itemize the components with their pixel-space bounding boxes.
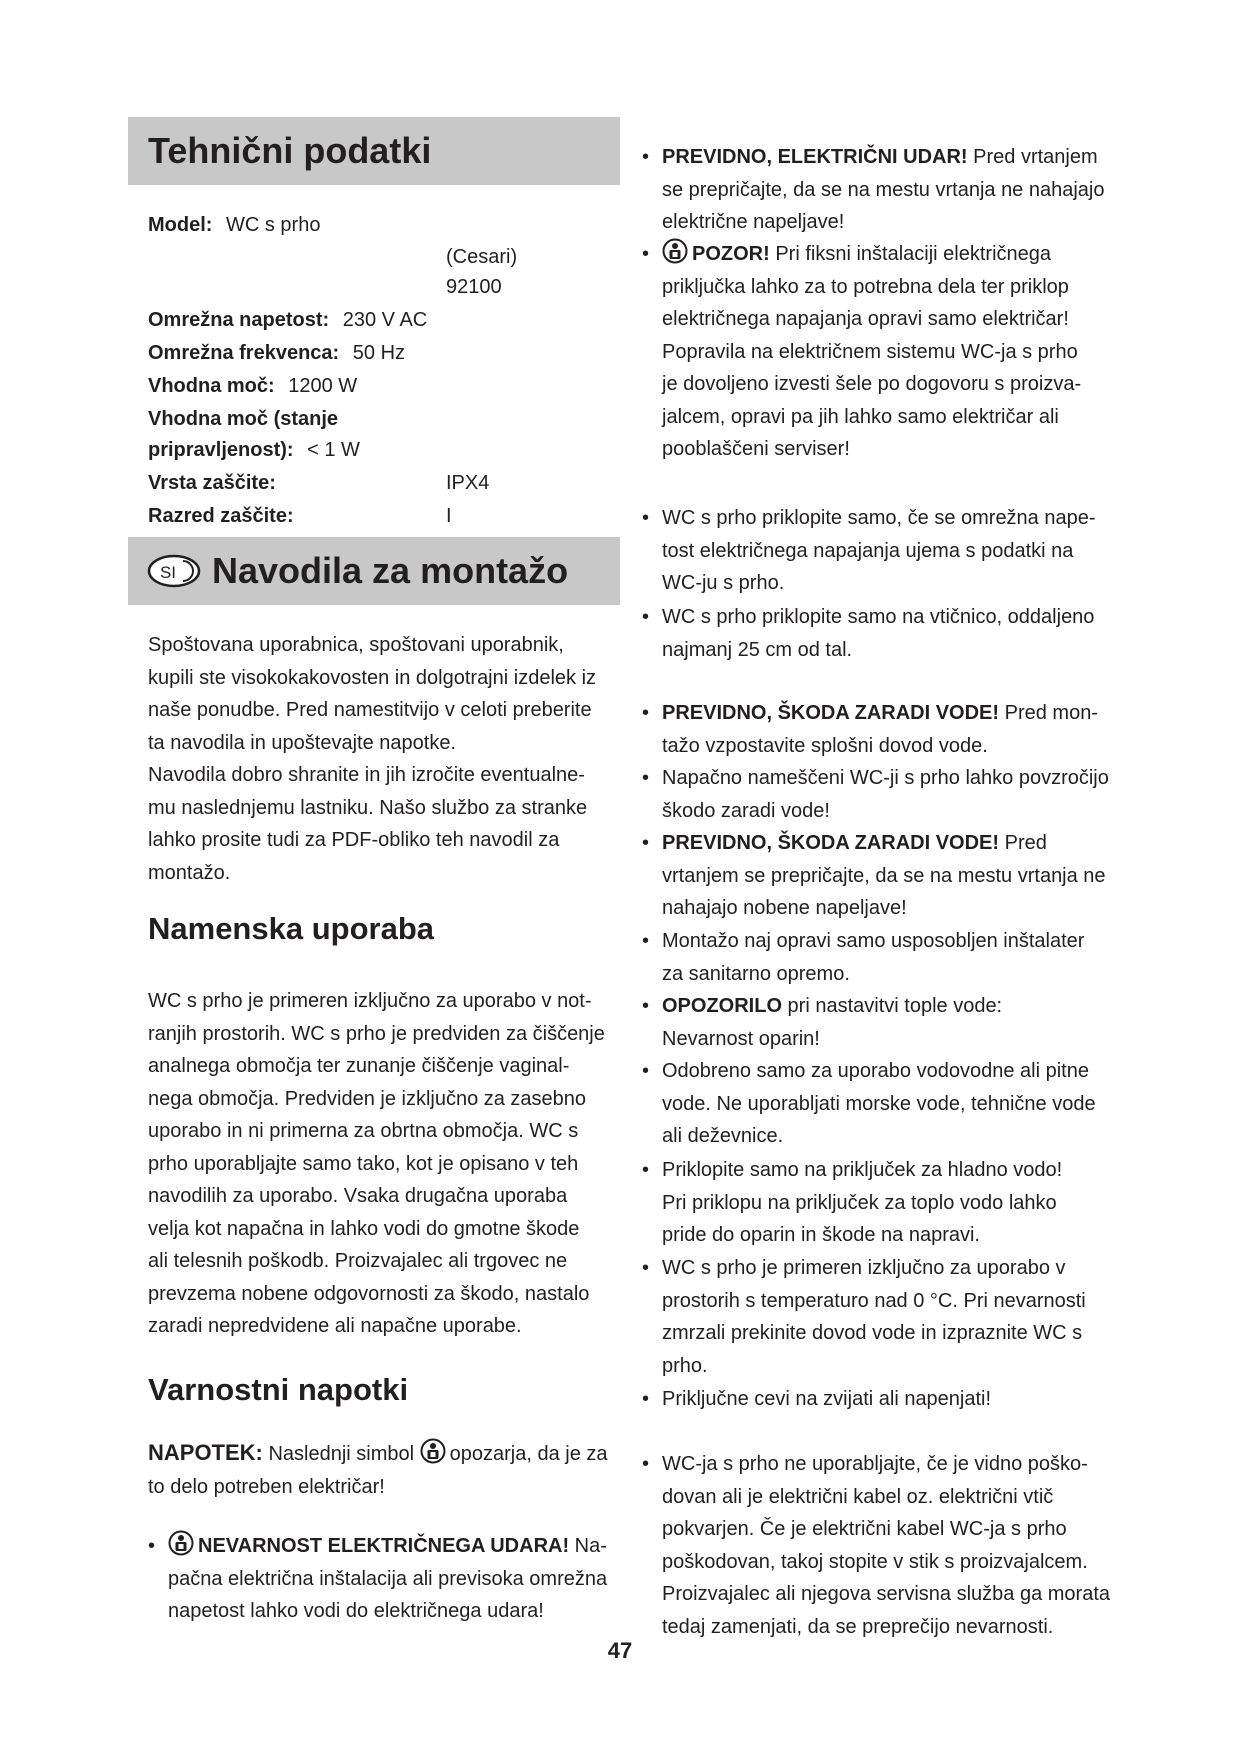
bullet-dot: • <box>642 243 650 265</box>
electrician-warning-icon <box>420 1438 446 1464</box>
intro-line: ta navodila in upoštevajte napotke. <box>148 731 456 754</box>
spec-voltage-value: 230 V AC <box>342 309 428 331</box>
b1-line: električne napeljave! <box>662 211 845 233</box>
intro-line: naše ponudbe. Pred namestitvijo v celoti preberite <box>148 699 592 721</box>
bullet-water-damage-1 <box>642 697 1142 762</box>
intended-use-heading: Namenska uporaba <box>148 911 434 946</box>
bullet-dot: • <box>642 832 650 854</box>
spec-model-extra2: 92100 <box>446 276 502 298</box>
b9-text: pri nastavitvi tople vode: <box>782 995 1003 1017</box>
b6-line: škodo zaradi vode! <box>662 799 830 822</box>
b14-line: Proizvajalec ali njegova servisna služba ga morata <box>662 1583 1111 1605</box>
bullet-dot: • <box>148 1535 156 1557</box>
b3-line: WC-ju s prho. <box>662 572 785 594</box>
bullet-socket-distance <box>642 601 1142 666</box>
bullet-dot: • <box>642 702 650 724</box>
danger-line2: pačna električna inštalacija ali previsoka omrežna <box>168 1567 608 1590</box>
intro-line: kupili ste visokokakovosten in dolgotrajni izdelek iz <box>148 666 597 689</box>
intended-use-line: ali telesnih poškodb. Proizvajalec ali trgovec ne <box>148 1250 568 1272</box>
b10-line: Odobreno samo za uporabo vodovodne ali pitne <box>662 1060 1089 1082</box>
spec-standby-value: < 1 W <box>307 439 360 461</box>
spec-frequency-label: Omrežna frekvenca: <box>148 342 340 364</box>
bullet-dot: • <box>642 1453 650 1475</box>
spec-frequency <box>148 338 405 368</box>
spec-power <box>148 371 357 401</box>
spec-voltage <box>148 305 427 335</box>
bullet-dot: • <box>642 1257 650 1279</box>
intended-use-line: velja kot napačna in lahko vodi do gmotne škode <box>148 1217 580 1240</box>
spec-frequency-value: 50 Hz <box>352 342 406 364</box>
intro-line: Navodila dobro shranite in jih izročite eventualne- <box>148 764 585 786</box>
technical-heading-box <box>128 117 620 185</box>
spec-protection-class-value: I <box>446 505 452 527</box>
bullet-dot: • <box>642 1388 650 1410</box>
intended-use-line: uporabo in ni primerna za obrtna območja. WC s <box>148 1120 579 1142</box>
intended-use-line: prevzema nobene odgovornosti za škodo, nastalo <box>148 1282 590 1305</box>
intro-line: Spoštovana uporabnica, spoštovani uporabnik, <box>148 634 564 656</box>
danger-bullet <box>148 1530 628 1628</box>
bullet-dot: • <box>642 146 650 168</box>
b14-line: WC-ja s prho ne uporabljajte, če je vidno poško- <box>662 1453 1088 1475</box>
b2-label: POZOR! <box>692 243 770 265</box>
bullet-dot: • <box>642 606 650 628</box>
bullet-attention <box>642 238 1142 466</box>
bullet-water-type <box>642 1055 1142 1153</box>
b1-line: se prepričajte, da se na mestu vrtanja ne nahajajo <box>662 178 1105 201</box>
spec-standby-label2: pripravljenost): <box>148 439 294 461</box>
b7-line: vrtanjem se prepričajte, da se na mestu vrtanja ne <box>662 864 1106 887</box>
b7-label: PREVIDNO, ŠKODA ZARADI VODE! <box>662 832 1000 854</box>
spec-protection-class-label: Razred zaščite: <box>148 505 294 527</box>
note-text2: opozarja, da je za <box>449 1443 608 1465</box>
page-number: 47 <box>607 1638 633 1663</box>
spec-protection-type <box>148 468 548 498</box>
electrician-warning-icon <box>168 1530 194 1556</box>
bullet-dot: • <box>642 1159 650 1181</box>
safety-heading: Varnostni napotki <box>148 1372 409 1407</box>
intended-use-line: WC s prho je primeren izključno za uporabo v not- <box>148 990 592 1012</box>
b9-line: Nevarnost oparin! <box>662 1027 820 1050</box>
intro-line: montažo. <box>148 861 231 884</box>
b5-text: Pred mon- <box>999 702 1098 724</box>
b13-line: Priključne cevi na zvijati ali napenjati! <box>662 1388 992 1410</box>
bullet-dot: • <box>642 767 650 789</box>
b9-label: OPOZORILO <box>662 995 782 1017</box>
b3-line: tost električnega napajanja ujema s podatki na <box>662 539 1074 562</box>
b11-line: Priklopite samo na priključek za hladno vodo! <box>662 1159 1063 1181</box>
spec-standby-label1: Vhodna moč (stanje <box>148 408 339 430</box>
b1-text: Pred vrtanjem <box>967 146 1098 168</box>
si-language-badge-icon <box>146 553 202 589</box>
b12-line: prho. <box>662 1354 708 1377</box>
spec-standby <box>148 435 360 465</box>
bullet-wrong-install <box>642 762 1142 827</box>
spec-protection-class <box>148 501 548 531</box>
b11-line: Pri priklopu na priključek za toplo vodo lahko <box>662 1191 1057 1214</box>
intended-use-line: ranjih prostorih. WC s prho je predviden za čiščenje <box>148 1022 605 1045</box>
b8-line: za sanitarno opremo. <box>662 962 850 985</box>
b3-line: WC s prho priklopite samo, če se omrežna nape- <box>662 507 1096 529</box>
bullet-water-damage-2 <box>642 827 1142 925</box>
bullet-hot-water-warning <box>642 990 1142 1055</box>
intro-line: lahko prosite tudi za PDF-obliko teh navodil za <box>148 829 560 851</box>
spec-protection-type-value: IPX4 <box>446 472 490 494</box>
b4-line: WC s prho priklopite samo na vtičnico, oddaljeno <box>662 606 1095 628</box>
intended-use-line: analnega območja ter zunanje čiščenje vaginal- <box>148 1055 570 1077</box>
b2-line: Popravila na električnem sistemu WC-ja s prho <box>662 340 1078 363</box>
spec-protection-type-label: Vrsta zaščite: <box>148 472 276 494</box>
b2-line: priključka lahko za to potrebna dela ter priklop <box>662 275 1069 298</box>
assembly-heading-box <box>128 537 620 605</box>
bullet-cold-water <box>642 1154 1142 1252</box>
bullet-dot: • <box>642 1060 650 1082</box>
bullet-voltage-match <box>642 502 1142 600</box>
note-text1: Naslednji simbol <box>262 1443 420 1465</box>
b4-line: najmanj 25 cm od tal. <box>662 638 853 661</box>
spec-model <box>148 210 320 240</box>
spec-model-extra1: (Cesari) <box>446 246 518 268</box>
b12-line: WC s prho je primeren izključno za uporabo v <box>662 1257 1066 1279</box>
intended-use-line: navodilih za uporabo. Vsaka drugačna uporaba <box>148 1185 568 1207</box>
spec-standby-label-line1 <box>148 404 338 434</box>
intended-use-line: nega območja. Predviden je izključno za zasebno <box>148 1087 587 1110</box>
spec-power-value: 1200 W <box>288 375 358 397</box>
intended-use-text <box>148 985 628 1343</box>
note-line2: to delo potreben električar! <box>148 1475 385 1498</box>
danger-text1: Na- <box>569 1535 607 1557</box>
bullet-qualified-installer <box>642 925 1142 990</box>
b2-line: jalcem, opravi pa jih lahko samo električar ali <box>662 405 1059 428</box>
b10-line: ali deževnice. <box>662 1125 784 1147</box>
bullet-electric-shock <box>642 141 1142 239</box>
b6-line: Napačno nameščeni WC-ji s prho lahko povzročijo <box>662 767 1109 789</box>
danger-line3: napetost lahko vodi do električnega udara! <box>168 1600 544 1622</box>
b12-line: prostorih s temperaturo nad 0 °C. Pri nevarnosti <box>662 1289 1086 1312</box>
bullet-dot: • <box>642 995 650 1017</box>
b5-label: PREVIDNO, ŠKODA ZARADI VODE! <box>662 702 1000 724</box>
note-label: NAPOTEK: <box>148 1440 263 1465</box>
b11-line: pride do oparin in škode na napravi. <box>662 1224 980 1246</box>
spec-model-value: WC s prho <box>226 214 321 236</box>
intended-use-line: zaradi nepredvidene ali napačne uporabe. <box>148 1315 522 1337</box>
spec-model-label: Model: <box>148 214 213 236</box>
intended-use-line: prho uporabljajte samo tako, kot je opisano v teh <box>148 1152 579 1175</box>
spec-voltage-label: Omrežna napetost: <box>148 309 330 331</box>
b2-line: pooblaščeni serviser! <box>662 438 850 460</box>
safety-note <box>148 1437 628 1503</box>
b1-label: PREVIDNO, ELEKTRIČNI UDAR! <box>662 146 968 168</box>
technical-heading: Tehnični podatki <box>148 130 432 171</box>
intro-line: mu naslednjemu lastniku. Našo službo za stranke <box>148 796 588 819</box>
assembly-intro <box>148 629 628 889</box>
b2-line: električnega napajanja opravi samo električar! <box>662 308 1069 330</box>
b12-line: zmrzali prekinite dovod vode in izpraznite WC s <box>662 1322 1083 1344</box>
b14-line: pokvarjen. Če je električni kabel WC-ja s prho <box>662 1518 1067 1540</box>
b10-line: vode. Ne uporabljati morske vode, tehnične vode <box>662 1092 1096 1115</box>
b8-line: Montažo naj opravi samo usposobljen inštalater <box>662 930 1085 952</box>
bullet-damaged-cable <box>642 1448 1142 1643</box>
b2-text: Pri fiksni inštalaciji električnega <box>769 243 1052 265</box>
bullet-hoses <box>642 1383 1142 1416</box>
bullet-dot: • <box>642 507 650 529</box>
b5-line: tažo vzpostavite splošni dovod vode. <box>662 734 988 757</box>
bullet-temperature <box>642 1252 1142 1382</box>
assembly-heading: Navodila za montažo <box>212 550 569 591</box>
b7-line: nahajajo nobene napeljave! <box>662 897 907 919</box>
b14-line: poškodovan, takoj stopite v stik s proizvajalcem. <box>662 1550 1088 1573</box>
spec-power-label: Vhodna moč: <box>148 375 275 397</box>
b2-line: je dovoljeno izvesti šele po dogovoru s proizva- <box>662 373 1082 395</box>
b14-line: tedaj zamenjati, da se preprečijo nevarnosti. <box>662 1615 1054 1638</box>
electrician-warning-icon <box>662 238 688 264</box>
b7-text: Pred <box>999 832 1047 854</box>
danger-label: NEVARNOST ELEKTRIČNEGA UDARA! <box>198 1535 570 1557</box>
bullet-dot: • <box>642 930 650 952</box>
b14-line: dovan ali je električni kabel oz. električni vtič <box>662 1485 1054 1508</box>
si-badge-text: SI <box>159 563 177 582</box>
